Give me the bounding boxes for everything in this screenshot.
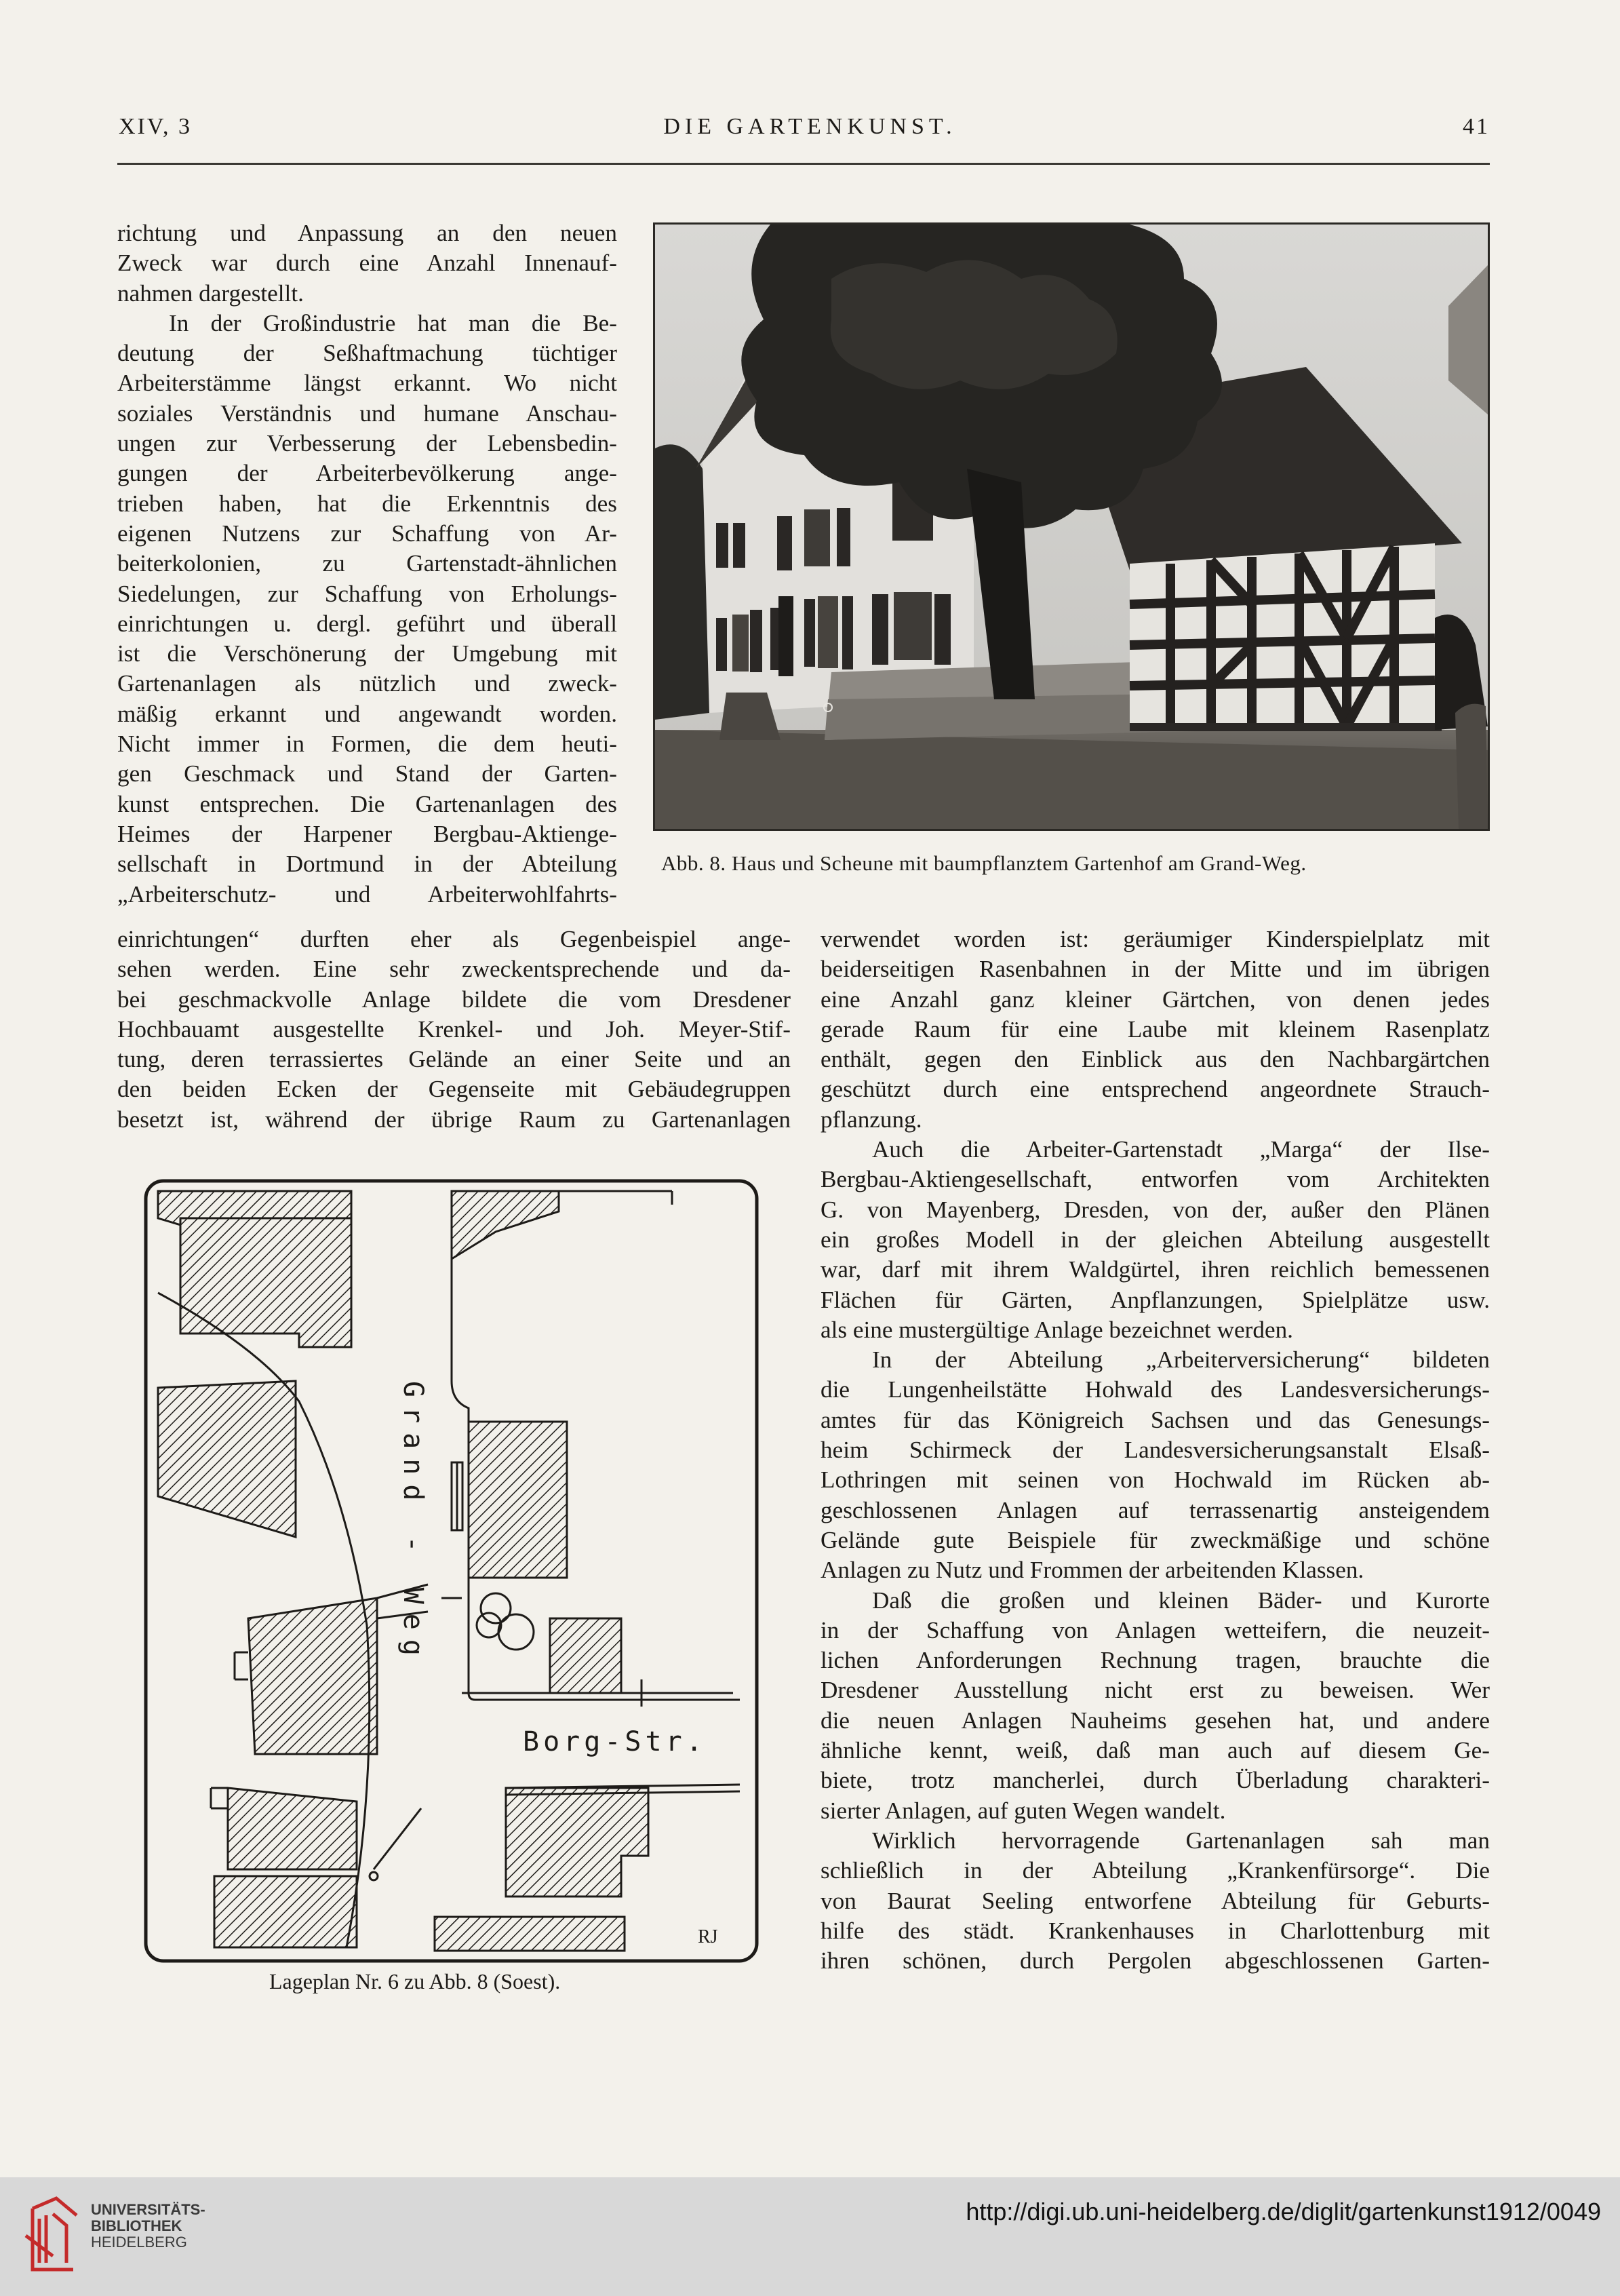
text-line: nahmen dargestellt. <box>117 279 304 307</box>
text-line: Flächen für Gärten, Anpflanzungen, Spielplätze usw. <box>821 1286 1490 1313</box>
text-line: Heimes der Harpener Bergbau-Aktienge- <box>117 820 617 847</box>
text-line: Dresdener Ausstellung nicht erst zu beweisen. Wer <box>821 1677 1490 1704</box>
text-line: Nicht immer in Formen, die dem heuti- <box>117 731 617 758</box>
text-line: von Baurat Seeling entworfene Abteilung für Geburts- <box>821 1887 1490 1914</box>
building-top-left <box>180 1218 351 1347</box>
text-line: besetzt ist, während der übrige Raum zu Gartenanlagen <box>117 1106 791 1133</box>
street-label-grand-weg: Grand - Weg <box>397 1381 429 1665</box>
library-name-line3: HEIDELBERG <box>91 2234 187 2251</box>
text-line: soziales Verständnis und humane Anschau- <box>117 400 617 427</box>
photo-caption: Abb. 8. Haus und Scheune mit baumpflanztem Gartenhof am Grand-Weg. <box>661 851 1307 875</box>
text-line: „Arbeiterschutz- und Arbeiterwohlfahrts- <box>117 880 617 908</box>
text-line: biete, trotz mancherlei, durch Überladung charakteri- <box>821 1767 1490 1794</box>
left-column-wide <box>117 925 791 1135</box>
library-name-line1: UNIVERSITÄTS- <box>91 2201 205 2218</box>
building-borg-str <box>506 1788 648 1896</box>
text-line: Wirklich hervorragende Gartenanlagen sah man <box>872 1827 1490 1854</box>
text-line: in der Schaffung von Anlagen wetteifern, die neuzeit- <box>821 1616 1490 1643</box>
text-line: als eine mustergültige Anlage bezeichnet werden. <box>821 1316 1293 1343</box>
text-line: Lothringen mit seinen von Hochwald im Rücken ab- <box>821 1466 1490 1494</box>
text-line: amtes für das Königreich Sachsen und das Genesungs- <box>821 1406 1490 1433</box>
text-line: ihren schönen, durch Pergolen abgeschlossenen Garten- <box>821 1947 1490 1974</box>
text-line: Hochbauamt ausgestellte Krenkel- und Joh. Meyer-Stif- <box>117 1015 791 1043</box>
text-line: tung, deren terrassiertes Gelände an einer Seite und an <box>117 1046 791 1073</box>
text-line: richtung und Anpassung an den neuen <box>117 220 617 246</box>
text-line: sellschaft in Dortmund in der Abteilung <box>117 851 617 878</box>
header-page-number: 41 <box>1463 114 1490 139</box>
footer-bar <box>0 2177 1620 2296</box>
building-bottom-right <box>435 1917 625 1951</box>
text-line: trieben haben, hat die Erkenntnis des <box>117 490 617 517</box>
photo-illustration <box>655 225 1488 829</box>
text-line: eine Anzahl ganz kleiner Gärtchen, von denen jedes <box>821 986 1490 1013</box>
text-line: beiderseitigen Rasenbahnen in der Mitte und im übrigen <box>821 956 1490 983</box>
building-left-lower <box>248 1598 377 1754</box>
text-line: verwendet worden ist: geräumiger Kinderspielplatz mit <box>821 926 1490 952</box>
text-line: kunst entsprechen. Die Gartenanlagen des <box>117 790 617 817</box>
text-line: die neuen Anlagen Nauheims gesehen hat, und andere <box>821 1707 1490 1734</box>
text-line: schließlich in der Abteilung „Krankenfürsorge“. Die <box>821 1857 1490 1884</box>
source-url[interactable]: http://digi.ub.uni-heidelberg.de/diglit/gartenkunst1912/0049 <box>966 2198 1601 2225</box>
text-line: eigenen Nutzens zur Schaffung von Ar- <box>117 520 617 547</box>
text-line: gen Geschmack und Stand der Garten- <box>117 760 617 787</box>
text-line: ist die Verschönerung der Umgebung mit <box>117 640 617 667</box>
plan-caption: Lageplan Nr. 6 zu Abb. 8 (Soest). <box>269 1969 561 1993</box>
site-plan-drawing <box>143 1178 759 1964</box>
text-line: enthält, gegen den Einblick aus den Nachbargärtchen <box>821 1046 1490 1073</box>
photo-abb-8 <box>653 222 1490 831</box>
text-line: einrichtungen u. dergl. geführt und überall <box>117 610 617 637</box>
building-top-right <box>452 1191 559 1259</box>
text-line: G. von Mayenberg, Dresden, von der, außer den Plänen <box>821 1196 1490 1223</box>
text-line: pflanzung. <box>821 1106 922 1133</box>
library-logo-icon <box>19 2195 87 2278</box>
text-line: geschlossenen Anlagen auf terrassenartig ansteigendem <box>821 1496 1490 1523</box>
text-line: Gartenanlagen als nützlich und zweck- <box>117 670 617 697</box>
text-line: Zweck war durch eine Anzahl Innenauf- <box>117 250 617 277</box>
text-line: bei geschmackvolle Anlage bildete die vom Dresdener <box>117 986 791 1013</box>
street-label-borg-str: Borg-Str. <box>523 1726 707 1757</box>
right-column <box>821 925 1490 1976</box>
text-line: Arbeiterstämme längst erkannt. Wo nicht <box>117 370 617 397</box>
text-line: Auch die Arbeiter-Gartenstadt „Marga“ der Ilse- <box>872 1136 1490 1163</box>
text-line: Gelände gute Beispiele für zweckmäßige und schöne <box>821 1526 1490 1553</box>
text-line: sehen werden. Eine sehr zweckentsprechende und da- <box>117 956 791 983</box>
text-line: geschützt durch eine entsprechend angeordnete Strauch- <box>821 1076 1490 1103</box>
text-line: ungen zur Verbesserung der Lebensbedin- <box>117 430 617 457</box>
plan-monogram: RJ <box>698 1926 718 1947</box>
text-line: deutung der Seßhaftmachung tüchtiger <box>117 340 617 367</box>
building-left-bottom <box>228 1788 357 1869</box>
barn <box>550 1618 621 1693</box>
text-line: hilfe des städt. Krankenhauses in Charlottenburg mit <box>821 1917 1490 1944</box>
text-line: gungen der Arbeiterbevölkerung ange- <box>117 460 617 487</box>
text-line: Bergbau-Aktiengesellschaft, entworfen vom Architekten <box>821 1166 1490 1193</box>
text-line: beiterkolonien, zu Gartenstadt-ähnlichen <box>117 550 617 577</box>
text-line: gerade Raum für eine Laube mit kleinem Rasenplatz <box>821 1015 1490 1043</box>
text-line: ähnliche kennt, weiß, daß man auch auf diesem Ge- <box>821 1737 1490 1764</box>
house-grand-weg <box>469 1422 567 1578</box>
text-line: In der Großindustrie hat man die Be- <box>169 309 617 336</box>
text-line: ein großes Modell in der gleichen Abteilung ausgestellt <box>821 1226 1490 1253</box>
building-bottom-left <box>214 1876 357 1947</box>
text-line: In der Abteilung „Arbeiterversicherung“ bildeten <box>872 1346 1490 1374</box>
header-rule <box>117 163 1490 165</box>
text-line: lichen Anforderungen Rechnung tragen, brauchte die <box>821 1647 1490 1674</box>
text-line: Anlagen zu Nutz und Frommen der arbeitenden Klassen. <box>821 1557 1364 1584</box>
header-volume: XIV, 3 <box>119 114 193 139</box>
site-plan-figure <box>143 1178 759 1964</box>
header-journal-title: DIE GARTENKUNST. <box>663 114 957 139</box>
text-line: sierter Anlagen, auf guten Wegen wandelt. <box>821 1797 1226 1824</box>
library-name <box>91 2202 205 2251</box>
text-line: mäßig erkannt und angewandt worden. <box>117 700 617 727</box>
text-line: war, darf mit ihrem Waldgürtel, ihren reichlich bemessenen <box>821 1256 1490 1283</box>
text-line: heim Schirmeck der Landesversicherungsanstalt Elsaß- <box>821 1437 1490 1464</box>
building-left-middle <box>158 1381 296 1537</box>
road-edge-right-upper <box>452 1259 469 1422</box>
text-line: Daß die großen und kleinen Bäder- und Kurorte <box>872 1587 1490 1614</box>
library-name-line2: BIBLIOTHEK <box>91 2217 182 2234</box>
left-column-top <box>117 218 617 910</box>
text-line: die Lungenheilstätte Hohwald des Landesversicherungs- <box>821 1376 1490 1403</box>
text-line: Siedelungen, zur Schaffung von Erholungs- <box>117 580 617 607</box>
text-line: einrichtungen“ durften eher als Gegenbeispiel ange- <box>117 926 791 952</box>
text-line: den beiden Ecken der Gegenseite mit Gebäudegruppen <box>117 1076 791 1103</box>
